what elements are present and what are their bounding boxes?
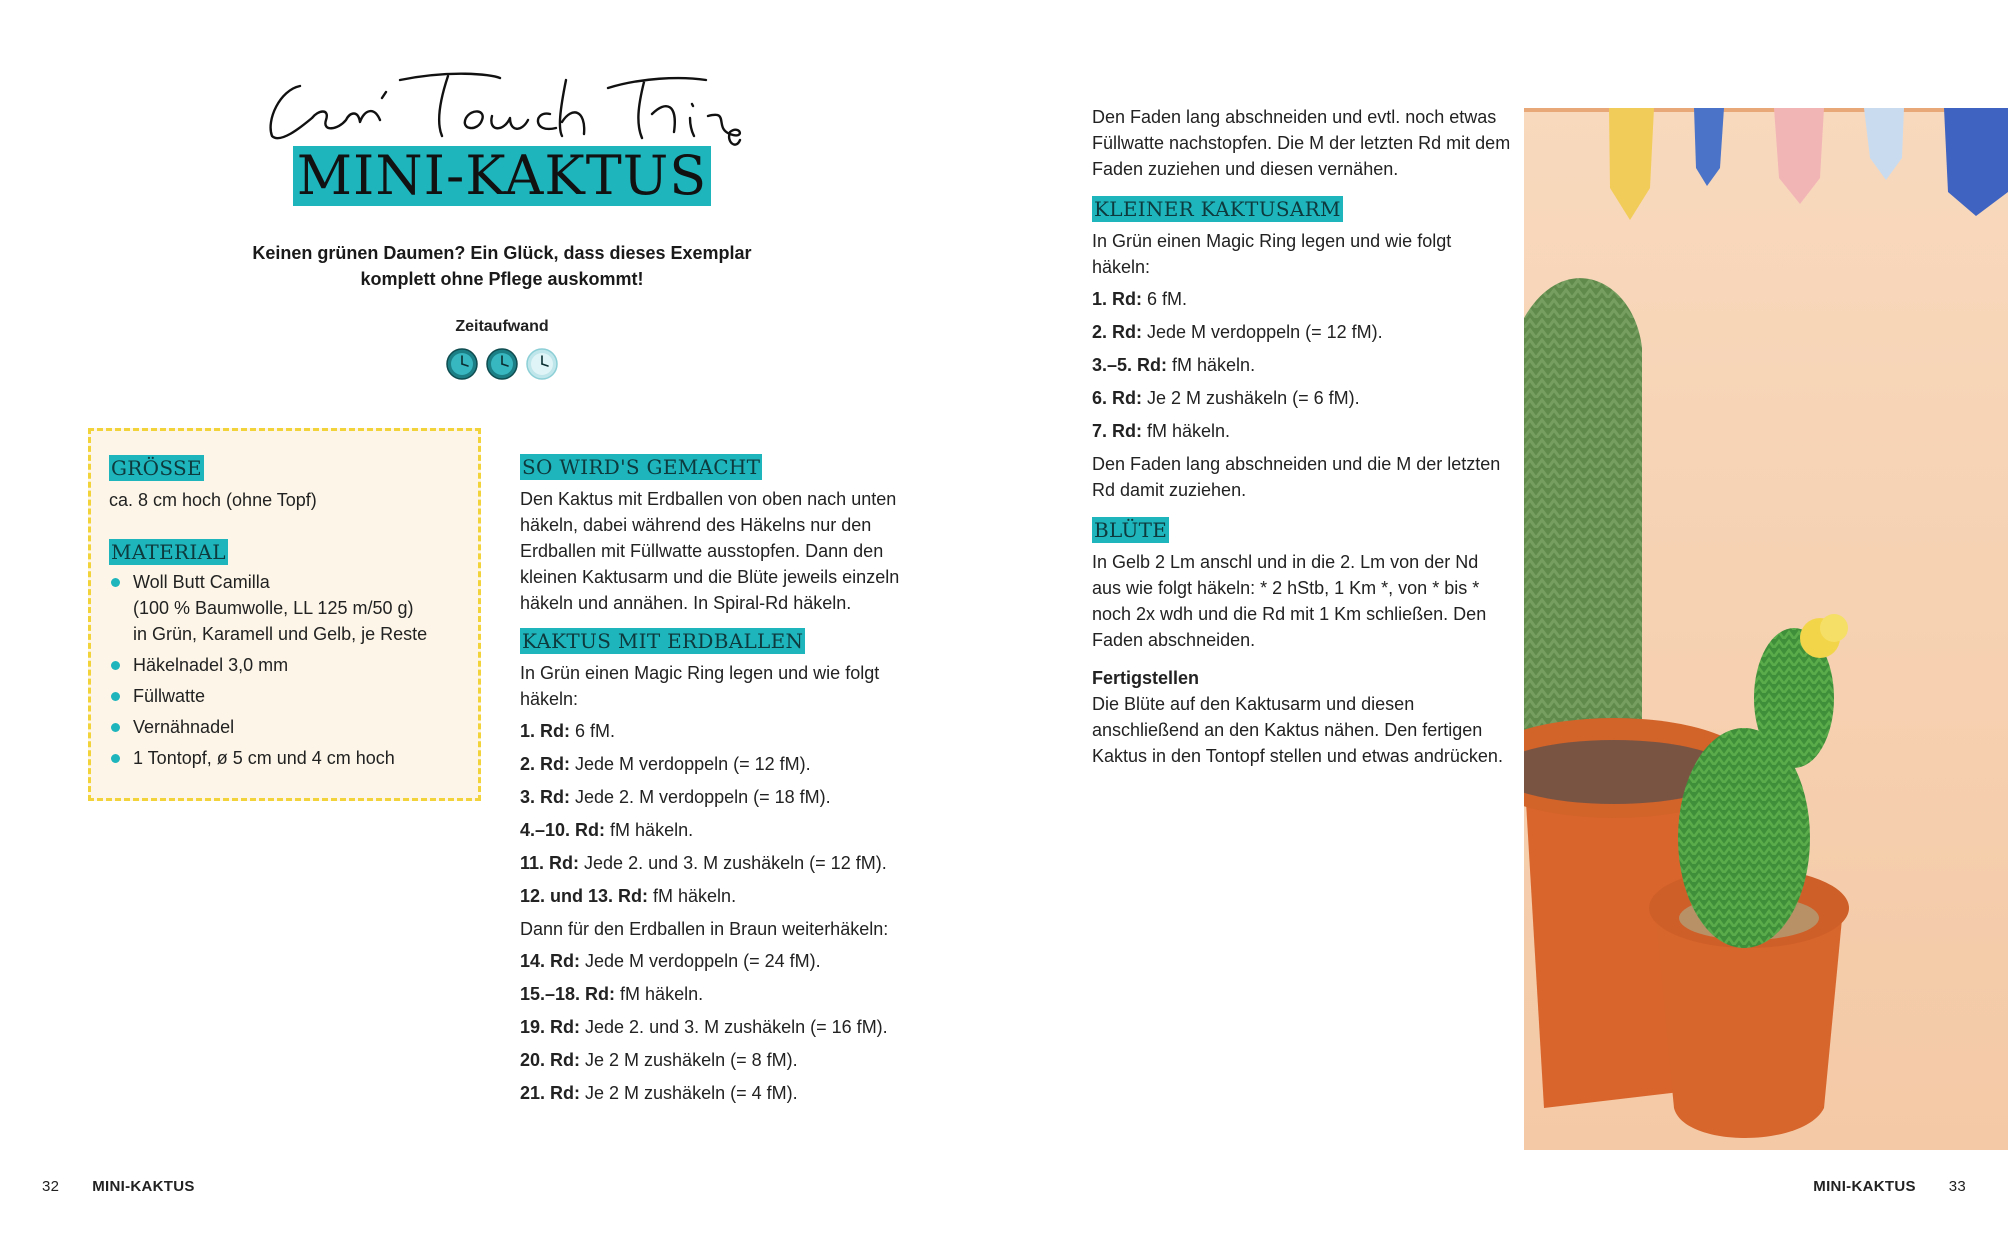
material-item-line: in Grün, Karamell und Gelb, je Reste [133,624,428,644]
material-item: Vernähnadel [109,714,464,740]
kaktus-mid-text: Dann für den Erdballen in Braun weiterhäkeln: [520,919,889,939]
step-row [520,948,920,974]
step-label: 2. Rd: [1092,322,1143,342]
step-text: Je 2 M zushäkeln (= 4 fM). [580,1083,798,1103]
step-text: Jede 2. M verdoppeln (= 18 fM). [570,787,831,807]
kaktus-heading: KAKTUS MIT ERDBALLEN [522,629,804,653]
step-row [1092,418,1512,444]
footer-title: MINI-KAKTUS [1813,1178,1916,1195]
step-text: fM häkeln. [615,984,704,1004]
arm-heading: KLEINER KAKTUSARM [1094,197,1341,221]
arm-steps [1092,286,1512,444]
step-label: 1. Rd: [1092,289,1143,309]
step-label: 2. Rd: [520,754,571,774]
info-box [88,428,481,801]
continuation-text: Den Faden lang abschneiden und evtl. noch etwas Füllwatte nachstopfen. Die M der letzten Rd mit dem Faden zuziehen und diesen vernähen. [1092,107,1511,179]
page-number: 33 [1948,1178,1966,1195]
step-label: 21. Rd: [520,1083,581,1103]
step-label: 3. Rd: [520,787,571,807]
size-heading: GRÖSSE [111,456,202,480]
step-row [520,981,920,1007]
clock-icon-empty [526,348,558,380]
step-label: 11. Rd: [520,853,580,873]
step-row [1092,319,1512,345]
instructions-column-right [1092,104,1512,775]
step-label: 1. Rd: [520,721,571,741]
size-text: ca. 8 cm hoch (ohne Topf) [109,490,317,510]
time-label: Zeitaufwand [455,318,549,335]
bluete-text: In Gelb 2 Lm anschl und in die 2. Lm von der Nd aus wie folgt häkeln: * 2 hStb, 1 Km *, von * bis * noch 2x wdh und die Rd mit 1 Km schließen. Den Faden abschneiden. [1092,552,1487,650]
instructions-column [520,454,920,1113]
step-row [520,1047,920,1073]
clock-icon-filled [486,348,518,380]
material-item-line: (100 % Baumwolle, LL 125 m/50 g) [133,598,414,618]
step-row [520,1080,920,1106]
step-text: Je 2 M zushäkeln (= 8 fM). [580,1050,798,1070]
step-text: Jede M verdoppeln (= 12 fM). [1142,322,1383,342]
page-title-text: MINI-KAKTUS [293,146,711,206]
kaktus-intro: In Grün einen Magic Ring legen und wie folgt häkeln: [520,663,880,709]
step-text: 6 fM. [1142,289,1188,309]
step-label: 15.–18. Rd: [520,984,616,1004]
step-row [520,1014,920,1040]
step-text: Jede 2. und 3. M zushäkeln (= 12 fM). [579,853,887,873]
step-text: fM häkeln. [1167,355,1256,375]
step-text: Jede M verdoppeln (= 24 fM). [580,951,821,971]
step-text: Jede 2. und 3. M zushäkeln (= 16 fM). [580,1017,888,1037]
footer-right [1813,1178,1966,1195]
material-list [109,569,464,771]
step-label: 6. Rd: [1092,388,1143,408]
kaktus-steps-brown [520,948,920,1106]
cactus-photo-art [1524,108,2008,1150]
step-row [520,718,920,744]
bluete-heading: BLÜTE [1094,518,1168,542]
fertig-heading: Fertigstellen [1092,668,1200,688]
material-item: 1 Tontopf, ø 5 cm und 4 cm hoch [109,745,464,771]
intro-line-2: komplett ohne Pflege auskommt! [360,269,644,289]
material-item: Häkelnadel 3,0 mm [109,652,464,678]
material-item: Füllwatte [109,683,464,709]
page-title [0,146,1004,206]
step-row [520,883,920,909]
material-item-line: Woll Butt Camilla [133,572,270,592]
material-item [109,569,464,647]
step-label: 4.–10. Rd: [520,820,606,840]
step-label: 12. und 13. Rd: [520,886,649,906]
step-row [1092,286,1512,312]
step-label: 3.–5. Rd: [1092,355,1168,375]
step-text: fM häkeln. [605,820,694,840]
step-row [520,751,920,777]
footer-title: MINI-KAKTUS [92,1178,195,1195]
step-text: fM häkeln. [1142,421,1231,441]
step-row [1092,385,1512,411]
page-number: 32 [42,1178,60,1195]
so-heading: SO WIRD'S GEMACHT [522,455,761,479]
step-row [520,850,920,876]
intro-text [220,240,784,292]
footer-left [42,1178,195,1195]
step-row [520,784,920,810]
intro-line-1: Keinen grünen Daumen? Ein Glück, dass dieses Exemplar [252,243,752,263]
kaktus-steps [520,718,920,909]
material-heading: MATERIAL [111,540,226,564]
script-title [260,40,760,150]
step-row [520,817,920,843]
cactus-photo [1524,108,2008,1150]
step-text: Je 2 M zushäkeln (= 6 fM). [1142,388,1360,408]
script-title-art [260,40,760,150]
so-text: Den Kaktus mit Erdballen von oben nach unten häkeln, dabei während des Häkelns nur den Erdballen mit Füllwatte ausstopfen. Dann den kleinen Kaktusarm und die Blüte jeweils einzeln häkeln und annähen. In Spiral-Rd häkeln. [520,489,900,613]
clock-icon-filled [446,348,478,380]
step-label: 19. Rd: [520,1017,581,1037]
arm-intro: In Grün einen Magic Ring legen und wie folgt häkeln: [1092,231,1452,277]
step-label: 20. Rd: [520,1050,581,1070]
step-row [1092,352,1512,378]
fertig-text: Die Blüte auf den Kaktusarm und diesen anschließend an den Kaktus nähen. Den fertigen Kaktus in den Tontopf stellen und etwas andrücken. [1092,694,1503,766]
time-rating [0,348,1004,385]
step-label: 14. Rd: [520,951,581,971]
arm-end-text: Den Faden lang abschneiden und die M der letzten Rd damit zuziehen. [1092,454,1501,500]
step-text: Jede M verdoppeln (= 12 fM). [570,754,811,774]
step-label: 7. Rd: [1092,421,1143,441]
step-text: 6 fM. [570,721,616,741]
step-text: fM häkeln. [648,886,737,906]
